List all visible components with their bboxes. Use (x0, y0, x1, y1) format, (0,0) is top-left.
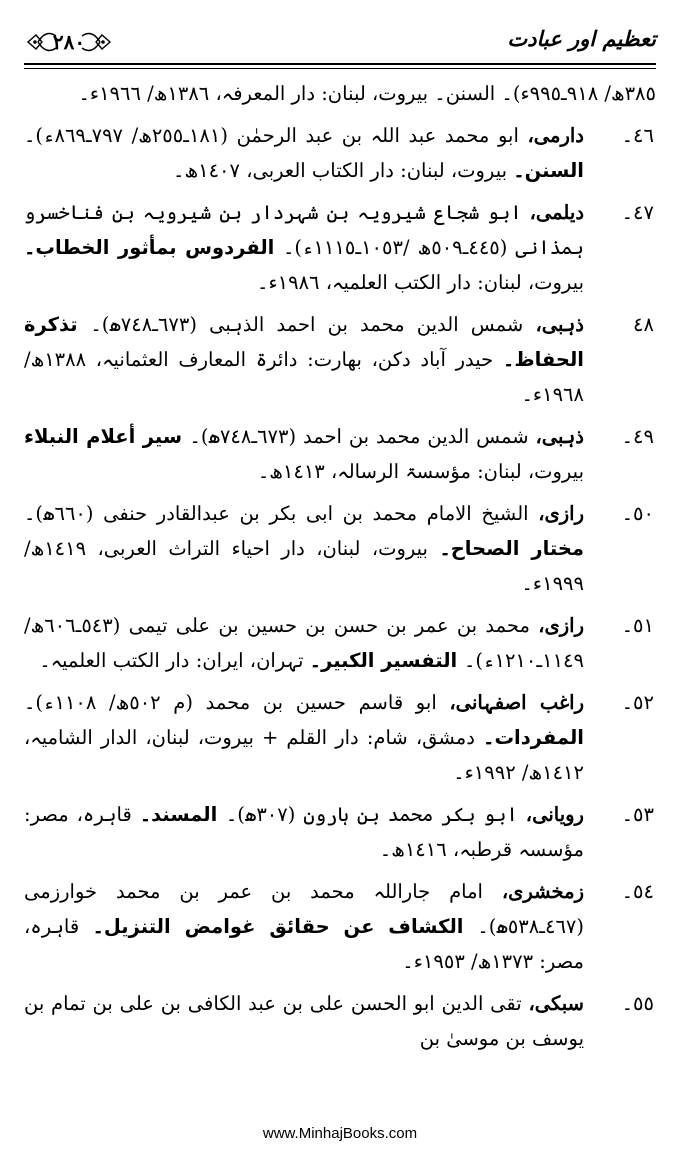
entry-details: امام جاراللہ محمد بن عمر بن محمد خوارزمی (٤٦٧ـ٥٣٨ھ)۔ (24, 880, 584, 938)
entry-text (24, 118, 584, 188)
entry-details: ابو شجاع شیرویہ بن شہردار بن شیرویہ بن فناخسرو ہمذانی (٤٤٥ـ٥٠٩ھ /١٠٥٣ـ١١١٥ء)۔ (24, 201, 584, 259)
bibliography-entry (24, 195, 656, 300)
entry-publication: بیروت، لبنان، دار احیاء التراث العربی، ١٤١٩ھ/ ١٩٩٩ء۔ (24, 537, 584, 595)
running-title: تعظیم اور عبادت (507, 26, 656, 51)
entry-author: رویانی، (525, 803, 584, 826)
bibliography-entry (24, 307, 656, 412)
entry-publication: تہران، ایران: دار الکتب العلمیہ۔ (39, 649, 310, 672)
entry-number: ٥٣۔ (621, 803, 654, 826)
bibliography-entry (24, 874, 656, 979)
entry-text (24, 797, 584, 867)
entry-details: ابو بکر محمد بن ہارون (٣٠٧ھ)۔ (225, 803, 526, 826)
entry-author: راغب اصفہانی، (449, 691, 584, 714)
entry-number: ٥٤۔ (621, 880, 654, 903)
bibliography-entry (24, 419, 656, 489)
entry-publication: قاہرہ، مصر: مؤسسہ قرطبہ، ١٤١٦ھ۔ (24, 803, 584, 861)
page-number-ornament (24, 26, 114, 58)
entry-details: ابو قاسم حسین بن محمد (م ٥٠٢ھ/ ١١٠٨ء)۔ (24, 691, 450, 714)
bibliography-content (24, 76, 656, 1063)
entry-author: دیلمی، (529, 201, 584, 224)
entry-details: شمس الدین محمد بن احمد الذہبی (٦٧٣ـ٧٤٨ھ)۔ (90, 313, 536, 336)
entry-text (24, 685, 584, 790)
entry-author: سبکی، (528, 992, 584, 1015)
entry-work-title: الفردوس بمأثور الخطاب۔ (24, 236, 283, 259)
entry-publication: قاہرہ، مصر: ١٣٧٣ھ/ ١٩٥٣ء۔ (24, 915, 584, 973)
entry-work-title: التفسیر الکبیر۔ (309, 649, 464, 672)
entry-number: ٤٧۔ (621, 201, 654, 224)
entry-author: ذہبی، (535, 313, 584, 336)
entry-publication: بیروت، لبنان: دار الکتاب العربی، ١٤٠٧ھ۔ (173, 159, 514, 182)
entry-text (24, 307, 584, 412)
entry-author: رازی، (538, 614, 584, 637)
entry-text (24, 496, 584, 601)
footer-website[interactable]: www.MinhajBooks.com (262, 1125, 418, 1142)
entry-number: ٥٢۔ (621, 691, 654, 714)
entry-work-title: مختار الصحاح۔ (439, 537, 584, 560)
entry-details: محمد بن عمر بن حسن بن حسین بن علی تیمی (٥٤٣ـ٦٠٦ھ/ ١١٤٩ـ١٢١٠ء)۔ (24, 614, 584, 672)
entry-publication: بیروت، لبنان: دار الکتب العلمیہ، ١٩٨٦ء۔ (257, 271, 584, 294)
entry-author: دارمی، (527, 124, 584, 147)
entry-number: ٤٨ (633, 313, 654, 336)
entry-number: ٥٥۔ (621, 992, 654, 1015)
continuation-text: ٣٨٥ھ/ ٩١٨ـ٩٩٥ء)۔ السنن۔ بیروت، لبنان: دار المعرفہ، ١٣٨٦ھ/ ١٩٦٦ء۔ (78, 82, 656, 105)
bibliography-entry (24, 608, 656, 678)
bibliography-entry (24, 118, 656, 188)
entry-text (24, 874, 584, 979)
header-rule-thin (24, 68, 656, 69)
entry-text (24, 986, 584, 1056)
entry-work-title: الکشاف عن حقائق غوامض التنزیل۔ (92, 915, 478, 938)
page-number: ٢٨٠ (52, 30, 86, 54)
entry-author: رازی، (538, 502, 584, 525)
entry-text (24, 195, 584, 300)
header-rule-thick (24, 63, 656, 65)
entry-number: ٤٦۔ (621, 124, 654, 147)
entry-number: ٥٠۔ (621, 502, 654, 525)
entry-text (24, 608, 584, 678)
bibliography-entry (24, 986, 656, 1056)
entry-work-title: السنن۔ (513, 159, 584, 182)
entry-work-title: تذکرة الحفاظ۔ (24, 313, 584, 371)
entry-work-title: سیر أعلام النبلاء (24, 425, 190, 448)
bibliography-list (24, 118, 656, 1056)
entry-publication: بیروت، لبنان: مؤسسۃ الرسالہ، ١٤١٣ھ۔ (257, 460, 584, 483)
entry-details: شمس الدین محمد بن احمد (٦٧٣ـ٧٤٨ھ)۔ (189, 425, 536, 448)
bibliography-entry (24, 685, 656, 790)
entry-details: الشیخ الامام محمد بن ابی بکر بن عبدالقادر حنفی (٦٦٠ھ)۔ (24, 502, 539, 525)
entry-work-title: المسند۔ (139, 803, 226, 826)
bibliography-entry (24, 797, 656, 867)
page-header (24, 22, 656, 62)
entry-author: ذہبی، (535, 425, 584, 448)
entry-number: ٥١۔ (621, 614, 654, 637)
entry-work-title: المفردات۔ (483, 726, 584, 749)
bibliography-entry (24, 496, 656, 601)
entry-publication: حیدر آباد دکن، بھارت: دائرۃ المعارف العثمانیہ، ١٣٨٨ھ/ ١٩٦٨ء۔ (24, 348, 584, 406)
entry-number: ٤٩۔ (621, 425, 654, 448)
entry-publication: دمشق، شام: دار القلم + بیروت، لبنان، الدار الشامیہ، ١٤١٢ھ/ ١٩٩٢ء۔ (24, 726, 584, 784)
entry-author: زمخشری، (501, 880, 584, 903)
entry-text (24, 419, 584, 489)
entry-details: تقی الدین ابو الحسن علی بن عبد الکافی بن علی بن تمام بن یوسف بن موسیٰ بن (24, 992, 584, 1050)
entry-details: ابو محمد عبد اللہ بن عبد الرحمٰن (١٨١ـ٢٥٥ھ/ ٧٩٧ـ٨٦٩ء)۔ (24, 124, 528, 147)
